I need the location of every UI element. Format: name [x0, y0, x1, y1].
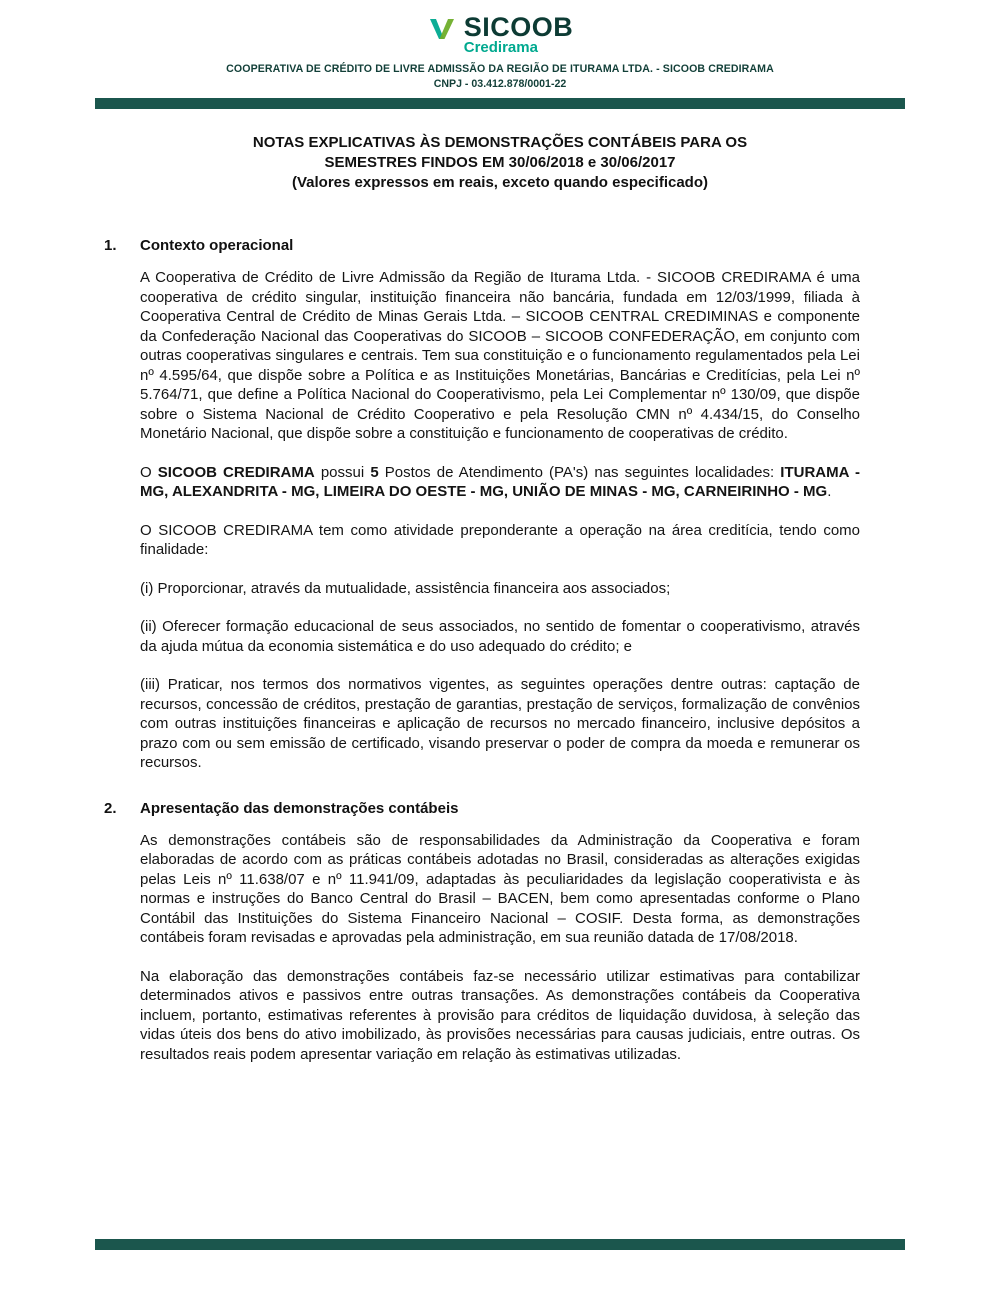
section-2-number: 2. [104, 799, 117, 817]
sicoob-logo [0, 14, 1000, 56]
paragraph-context: A Cooperativa de Crédito de Livre Admissão da Região de Iturama Ltda. - SICOOB CREDIRAMA é uma cooperativa de crédito singular, instituição financeira não bancária, fundada em 12/03/1999, filiada à Cooperativa Central de Crédito de Minas Gerais Ltda. – SICOOB CENTRAL CREDIMINAS e componente da Confederação Nacional das Cooperativas do SICOOB – SICOOB CONFEDERAÇÃO, em conjunto com outras cooperativas singulares e centrais. Tem sua constituição e o funcionamento regulamentados pela Lei nº 4.595/64, que dispõe sobre a Política e as Instituições Monetárias, Bancárias e Creditícias, pela Lei nº 5.764/71, que define a Política Nacional do Cooperativismo, pela Lei Complementar nº 130/09, que dispõe sobre o Sistema Nacional de Crédito Cooperativo e pela Resolução CMN nº 4.434/15, do Conselho Monetário Nacional, que dispõe sobre a constituição e funcionamento de cooperativas de crédito. [140, 269, 860, 442]
paragraph-activity: O SICOOB CREDIRAMA tem como atividade preponderante a operação na área creditícia, tendo como finalidade: [140, 521, 860, 558]
section-1-number: 1. [104, 237, 117, 254]
text-run: possui [314, 463, 371, 481]
text-run: O [140, 463, 158, 481]
text-run-bold: ITURAMA - MG, ALEXANDRITA - MG, LIMEIRA DO OESTE - MG, UNIÃO DE MINAS - MG, CARNEIRINHO - MG [140, 463, 860, 500]
text-run: Postos de Atendimento (PA's) nas seguintes localidades: [378, 463, 781, 481]
text-run-bold: 5 [370, 463, 379, 481]
bottom-divider-bar [95, 1239, 905, 1250]
section-2-title: Apresentação das demonstrações contábeis [140, 799, 459, 817]
text-run: . [827, 483, 832, 500]
cooperative-name-line: COOPERATIVA DE CRÉDITO DE LIVRE ADMISSÃO DA REGIÃO DE ITURAMA LTDA. - SICOOB CREDIRAMA [226, 63, 774, 75]
sicoob-v-icon [427, 17, 457, 46]
title-line-2: SEMESTRES FINDOS EM 30/06/2018 e 30/06/2017 [324, 154, 676, 171]
logo-wordmark [464, 14, 574, 56]
cnpj-line: CNPJ - 03.412.878/0001-22 [433, 78, 567, 90]
top-divider-bar [95, 98, 905, 109]
paragraph-service-points [140, 463, 860, 502]
paragraph-accounting-practices: As demonstrações contábeis são de responsabilidades da Administração da Cooperativa e foram elaboradas de acordo com as práticas contábeis adotadas no Brasil, consideradas as alterações exigidas pelas Leis nº 11.638/07 e nº 11.941/09, adaptadas às peculiaridades da legislação cooperativista e às normas e instruções do Banco Central do Brasil – BACEN, bem como apresentadas conforme o Plano Contábil das Instituições do Sistema Financeiro Nacional – COSIF. Desta forma, as demonstrações contábeis foram revisadas e aprovadas pela administração, em sua reunião datada de 17/08/2018. [140, 831, 860, 946]
document-title [0, 133, 1000, 193]
title-line-3: (Valores expressos em reais, exceto quando especificado) [291, 174, 708, 191]
paragraph-estimates: Na elaboração das demonstrações contábeis faz-se necessário utilizar estimativas para contabilizar determinados ativos e passivos entre outras transações. As demonstrações contábeis da Cooperativa incluem, portanto, estimativas referentes à provisão para créditos de liquidação duvidosa, à seleção das vidas úteis dos bens do ativo imobilizado, às provisões necessárias para causas judiciais, entre outras. Os resultados reais podem apresentar variação em relação às estimativas utilizadas. [140, 967, 860, 1063]
list-item-iii: (iii) Praticar, nos termos dos normativos vigentes, as seguintes operações dentre outras: captação de recursos, concessão de créditos, prestação de garantias, prestação de serviços, formalização de convênios com outras instituições financeiras e aplicação de recursos no mercado financeiro, inclusive depósitos a prazo com ou sem emissão de certificado, visando preservar o poder de compra da moeda e remunerar os recursos. [140, 676, 860, 771]
document-header [0, 0, 1000, 90]
credirama-wordmark: Credirama [463, 39, 538, 56]
list-item-ii: (ii) Oferecer formação educacional de seus associados, no sentido de fomentar o cooperativismo, através da ajuda mútua da economia sistemática e do uso adequado do crédito; e [140, 618, 860, 655]
text-run-bold: SICOOB CREDIRAMA [157, 463, 315, 481]
section-1-title: Contexto operacional [140, 237, 294, 254]
section-2-heading [104, 800, 860, 817]
title-line-1: NOTAS EXPLICATIVAS ÀS DEMONSTRAÇÕES CONTÁBEIS PARA OS [252, 134, 748, 151]
section-1-heading [104, 237, 860, 254]
sicoob-wordmark: SICOOB [463, 12, 574, 42]
document-body [104, 237, 860, 1064]
list-item-i: (i) Proporcionar, através da mutualidade, assistência financeira aos associados; [140, 579, 671, 597]
